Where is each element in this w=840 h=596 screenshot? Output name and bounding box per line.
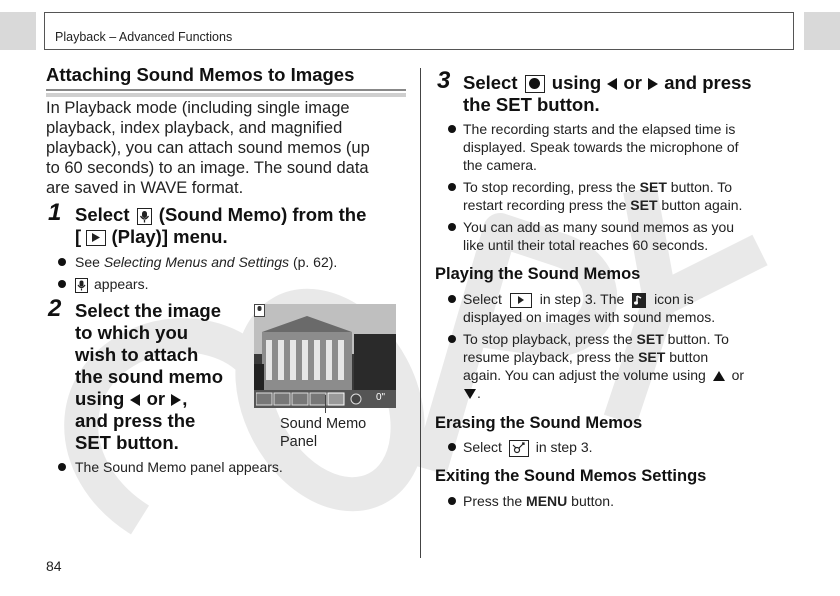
bullet-dot	[448, 497, 456, 505]
step-1-bullet-see	[75, 253, 337, 271]
step-2-line: to which you	[75, 322, 189, 343]
caption-leader	[325, 395, 326, 413]
appears-text: appears.	[94, 276, 149, 292]
bullet-line: The recording starts and the elapsed time is	[463, 121, 736, 137]
erase-icon	[509, 440, 529, 457]
bullet-dot	[448, 335, 456, 343]
step-1-number: 1	[48, 199, 62, 226]
step-3-using: using	[551, 72, 602, 93]
intro-paragraph	[46, 98, 416, 198]
step-1-select: Select	[75, 204, 130, 225]
step-2-line: Select the image	[75, 300, 222, 321]
down-arrow-icon	[463, 388, 477, 400]
set-label: SET	[636, 331, 664, 347]
bullet-text: Select	[463, 439, 502, 455]
intro-line: are saved in WAVE format.	[46, 179, 244, 197]
sound-memo-icon	[75, 278, 88, 293]
erasing-bullet	[463, 438, 593, 457]
step-2-number: 2	[48, 295, 62, 322]
section-title: Attaching Sound Memos to Images	[46, 64, 355, 85]
bullet-text: icon is	[654, 291, 694, 307]
bullet-dot	[58, 258, 66, 266]
step-2-comma: ,	[182, 388, 188, 409]
bullet-text: button	[665, 349, 709, 365]
step-1-menu-text: (Sound Memo) from the	[158, 204, 367, 225]
page-header	[44, 12, 794, 50]
play-icon	[86, 230, 106, 246]
bullet-line: displayed. Speak towards the microphone of	[463, 139, 739, 155]
up-arrow-icon	[712, 370, 726, 382]
step-2-using: using	[75, 388, 125, 409]
caption-line: Sound Memo	[280, 416, 367, 432]
exiting-title: Exiting the Sound Memos Settings	[435, 467, 707, 485]
caption-line: Panel	[280, 434, 318, 450]
menu-label: MENU	[526, 493, 568, 509]
header-text: Playback – Advanced Functions	[55, 30, 233, 44]
left-arrow-icon	[606, 77, 618, 91]
step-3-bullet-add	[463, 218, 793, 254]
step-3-bullet-stop	[463, 178, 793, 214]
camera-screen-image	[254, 304, 396, 408]
exiting-bullet	[463, 492, 614, 510]
step-3-and-press: and press	[664, 72, 752, 93]
bullet-text: button. To	[666, 179, 733, 195]
bullet-line: You can add as many sound memos as you	[463, 219, 735, 235]
step-2-bullet: The Sound Memo panel appears.	[75, 459, 283, 475]
panel-counter: 0"	[376, 392, 386, 403]
bullet-dot	[448, 125, 456, 133]
left-arrow-icon	[129, 393, 141, 407]
step-1-text	[75, 204, 405, 248]
step-1-bracket: [	[75, 226, 82, 247]
playing-title: Playing the Sound Memos	[435, 265, 641, 283]
bullet-dot	[58, 463, 66, 471]
intro-line: playback), you can attach sound memos (up	[46, 139, 370, 157]
step-3-text	[463, 72, 803, 116]
bullet-dot	[448, 443, 456, 451]
title-rule-shadow	[46, 93, 406, 97]
play-icon	[510, 293, 532, 308]
intro-line: to 60 seconds) to an image. The sound data	[46, 159, 369, 177]
left-page-tab	[0, 12, 36, 50]
bullet-text: in step 3.	[535, 439, 593, 455]
step-2-text	[75, 300, 250, 454]
column-divider	[420, 68, 421, 558]
see-page: (p. 62).	[292, 254, 338, 270]
step-1-bullet-appears	[75, 275, 148, 293]
bullet-line: displayed on images with sound memos.	[463, 309, 716, 325]
bullet-text: Press the	[463, 493, 527, 509]
step-3-bullet-recording	[463, 120, 793, 174]
bullet-text: again. You can adjust the volume using	[463, 367, 706, 383]
bullet-text: or	[731, 367, 745, 383]
music-note-icon	[632, 293, 646, 308]
page-number: 84	[46, 558, 62, 574]
bullet-text: Select	[463, 291, 502, 307]
bullet-text: button.	[567, 493, 614, 509]
set-label: SET	[639, 179, 667, 195]
record-icon	[525, 75, 545, 93]
bullet-text: To stop recording, press the	[463, 179, 640, 195]
playing-bullet-stop	[463, 330, 793, 402]
step-2-or: or	[146, 388, 166, 409]
bullet-text: restart recording press the	[463, 197, 631, 213]
bullet-text: in step 3. The	[539, 291, 625, 307]
title-rule	[46, 89, 406, 91]
set-label: SET	[638, 349, 666, 365]
image-caption	[280, 415, 366, 451]
erasing-title: Erasing the Sound Memos	[435, 414, 643, 432]
see-text: See	[75, 254, 100, 270]
bullet-dot	[448, 295, 456, 303]
sound-memo-icon	[137, 208, 152, 225]
intro-line: playback, index playback, and magnified	[46, 119, 343, 137]
right-arrow-icon	[647, 77, 659, 91]
step-3-line-2: the SET button.	[463, 94, 600, 115]
right-arrow-icon	[170, 393, 182, 407]
see-reference: Selecting Menus and Settings	[103, 254, 290, 270]
bullet-text: .	[477, 385, 481, 401]
bullet-dot	[448, 223, 456, 231]
step-2-line: and press the	[75, 410, 196, 431]
bullet-text: To stop playback, press the	[463, 331, 637, 347]
bullet-text: button again.	[657, 197, 743, 213]
bullet-line: like until their total reaches 60 seconds.	[463, 237, 709, 253]
step-3-or: or	[623, 72, 642, 93]
step-2-line: the sound memo	[75, 366, 224, 387]
bullet-dot	[448, 183, 456, 191]
right-page-tab	[804, 12, 840, 50]
bullet-text: resume playback, press the	[463, 349, 639, 365]
step-2-line: wish to attach	[75, 344, 199, 365]
bullet-text: button. To	[663, 331, 729, 347]
intro-line: In Playback mode (including single image	[46, 99, 350, 117]
step-3-number: 3	[437, 67, 451, 94]
bullet-dot	[58, 280, 66, 288]
step-2-line: SET button.	[75, 432, 179, 453]
sound-memo-panel	[256, 392, 376, 406]
step-1-play-menu: (Play)] menu.	[111, 226, 228, 247]
playing-bullet-select	[463, 290, 793, 326]
step-3-select: Select	[463, 72, 518, 93]
set-label: SET	[630, 197, 658, 213]
bullet-line: the camera.	[463, 157, 537, 173]
